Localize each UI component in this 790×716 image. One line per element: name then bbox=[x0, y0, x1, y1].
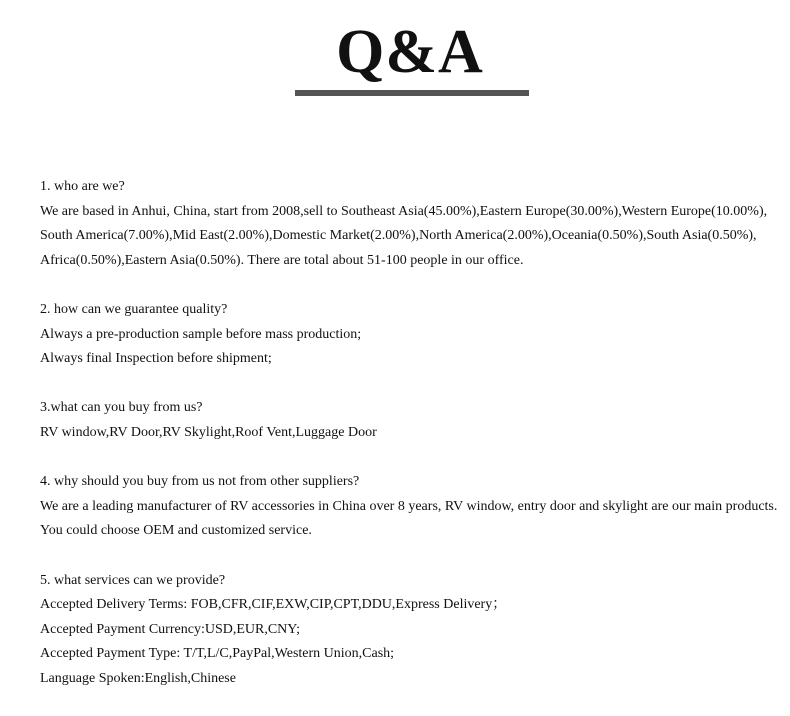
answer-text: Always final Inspection before shipment; bbox=[40, 351, 272, 367]
answer-text: Language Spoken:English,Chinese bbox=[40, 670, 236, 686]
qa-section-why-us bbox=[40, 470, 790, 544]
question-text: 2. how can we guarantee quality? bbox=[40, 301, 228, 317]
qa-content bbox=[40, 175, 790, 716]
question-text: 3.what can you buy from us? bbox=[40, 400, 203, 416]
answer-text: Always a pre-production sample before mass production; bbox=[40, 326, 362, 342]
qa-section-products bbox=[40, 396, 790, 445]
answer-text: Accepted Delivery Terms: FOB,CFR,CIF,EXW,CIP,CPT,DDU,Express Delivery； bbox=[40, 597, 507, 613]
answer-text: We are a leading manufacturer of RV accessories in China over 8 years, RV window, entry door and skylight are our main products. bbox=[40, 498, 778, 514]
answer-text: South America(7.00%),Mid East(2.00%),Domestic Market(2.00%),North America(2.00%),Oceania(0.50%),South Asia(0.50%), bbox=[40, 228, 757, 244]
answer-text: You could choose OEM and customized service. bbox=[40, 523, 312, 539]
qa-section-who-are-we bbox=[40, 175, 790, 273]
question-text: 1. who are we? bbox=[40, 179, 125, 194]
question-text: 4. why should you buy from us not from other suppliers? bbox=[40, 474, 360, 490]
qa-section-quality bbox=[40, 298, 790, 372]
answer-text: Accepted Payment Type: T/T,L/C,PayPal,Western Union,Cash; bbox=[40, 646, 395, 662]
answer-text: Accepted Payment Currency:USD,EUR,CNY; bbox=[40, 621, 300, 637]
qa-section-services bbox=[40, 569, 790, 692]
page-title: Q&A bbox=[336, 18, 484, 86]
answer-text: We are based in Anhui, China, start from 2008,sell to Southeast Asia(45.00%),Eastern Europe(30.00%),Western Europe(10.00%), bbox=[40, 203, 768, 219]
question-text: 5. what services can we provide? bbox=[40, 572, 226, 588]
title-underline bbox=[295, 90, 529, 96]
answer-text: Africa(0.50%),Eastern Asia(0.50%). There are total about 51-100 people in our office. bbox=[40, 252, 524, 268]
answer-text: RV window,RV Door,RV Skylight,Roof Vent,Luggage Door bbox=[40, 424, 377, 440]
